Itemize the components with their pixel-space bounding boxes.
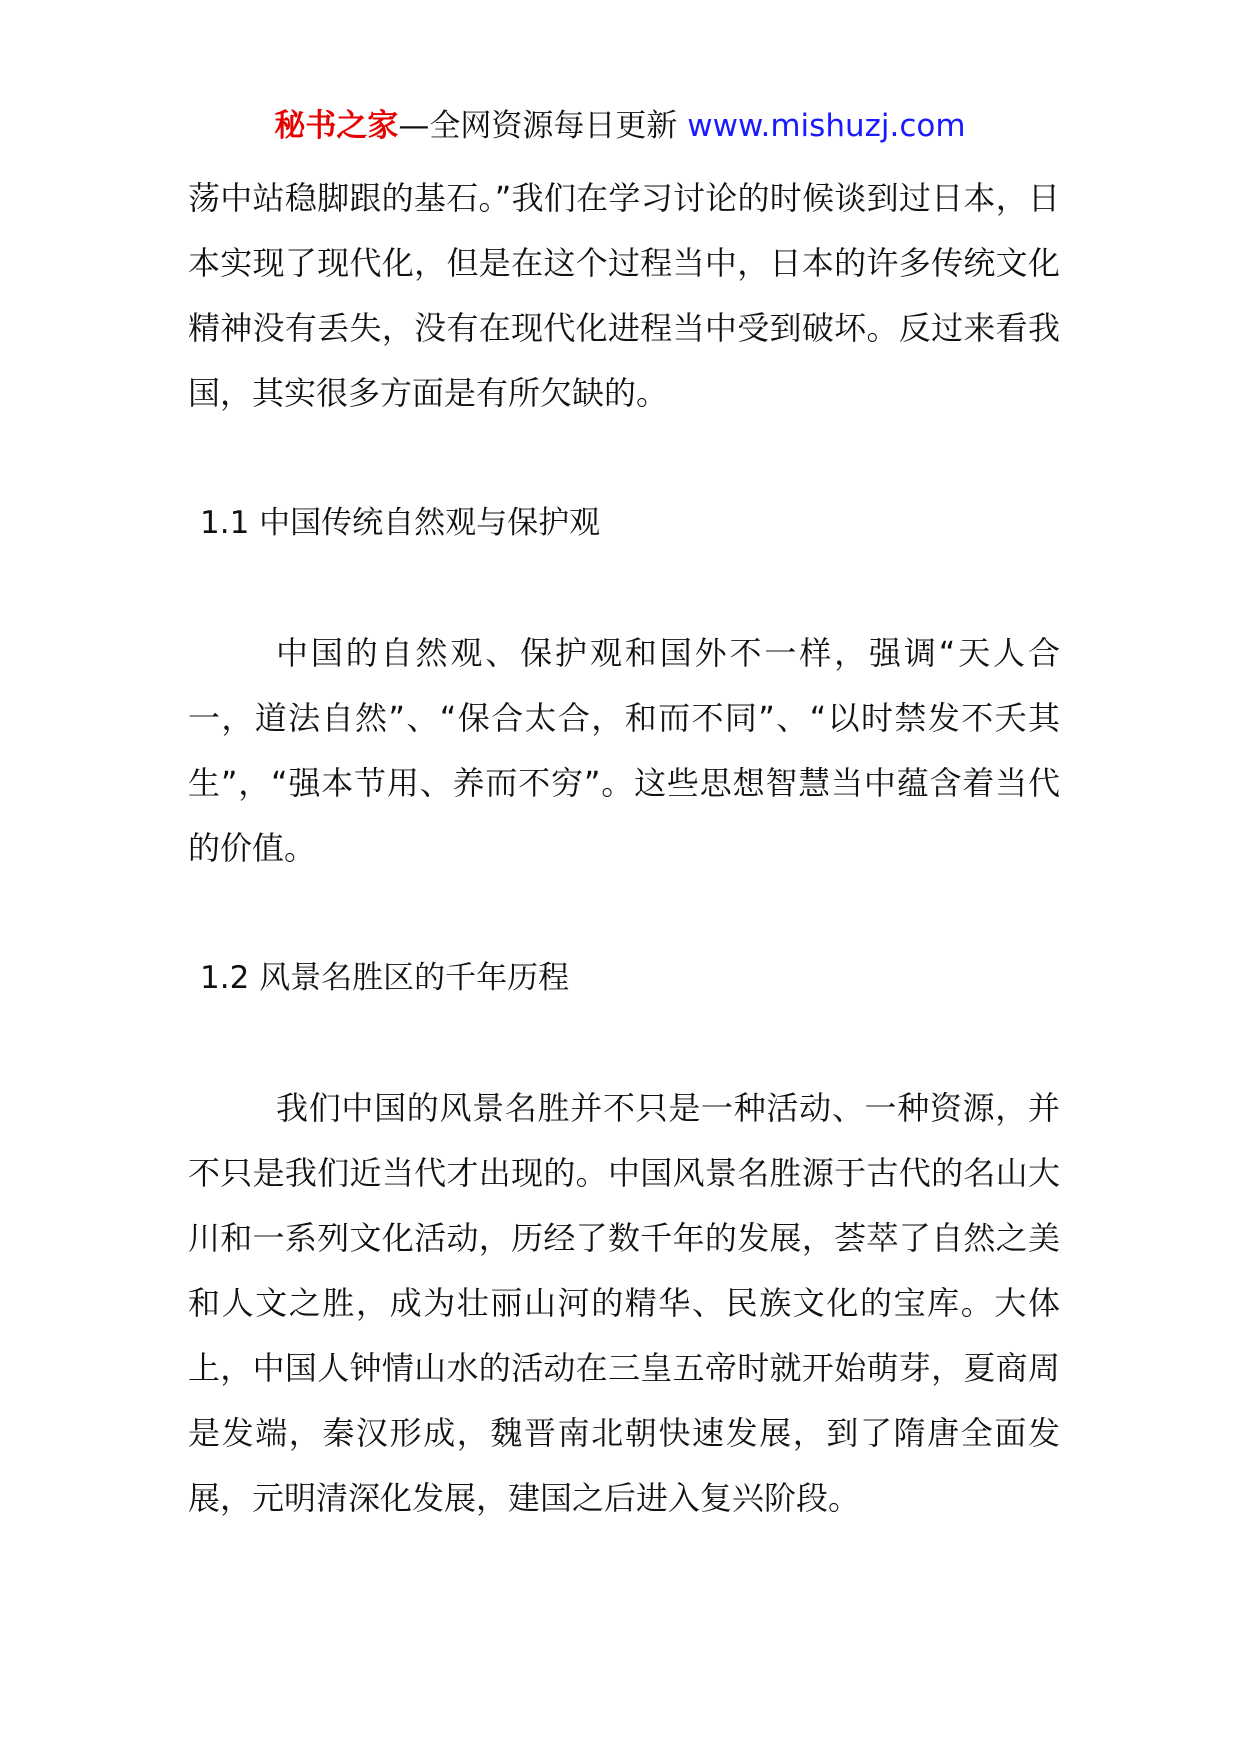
header-url[interactable]: www.mishuzj.com <box>687 108 966 144</box>
document-body <box>188 166 1060 1531</box>
paragraph-2: 中国的自然观、保护观和国外不一样，强调“天人合一，道法自然”、“保合太合，和而不同”、“以时禁发不夭其生”，“强本节用、养而不穷”。这些思想智慧当中蕴含着当代的价值。 <box>188 634 1060 867</box>
header-tagline: —全网资源每日更新 <box>398 108 688 144</box>
section-heading-1-1: 1.1 中国传统自然观与保护观 <box>200 505 601 541</box>
header-brand: 秘书之家 <box>274 108 399 144</box>
spacer <box>188 426 1060 491</box>
spacer <box>188 556 1060 621</box>
section-heading-1-2: 1.2 风景名胜区的千年历程 <box>200 960 570 996</box>
paragraph-1: 荡中站稳脚跟的基石。”我们在学习讨论的时候谈到过日本，日本实现了现代化，但是在这个过程当中，日本的许多传统文化精神没有丢失，没有在现代化进程当中受到破坏。反过来看我国，其实很多方面是有所欠缺的。 <box>188 179 1060 412</box>
paragraph-3: 我们中国的风景名胜并不只是一种活动、一种资源，并不只是我们近当代才出现的。中国风景名胜源于古代的名山大川和一系列文化活动，历经了数千年的发展，荟萃了自然之美和人文之胜，成为壮丽山河的精华、民族文化的宝库。大体上，中国人钟情山水的活动在三皇五帝时就开始萌芽，夏商周是发端，秦汉形成，魏晋南北朝快速发展，到了隋唐全面发展，元明清深化发展，建国之后进入复兴阶段。 <box>188 1089 1060 1517</box>
spacer <box>188 881 1060 946</box>
page-header <box>0 104 1240 148</box>
spacer <box>188 1011 1060 1076</box>
